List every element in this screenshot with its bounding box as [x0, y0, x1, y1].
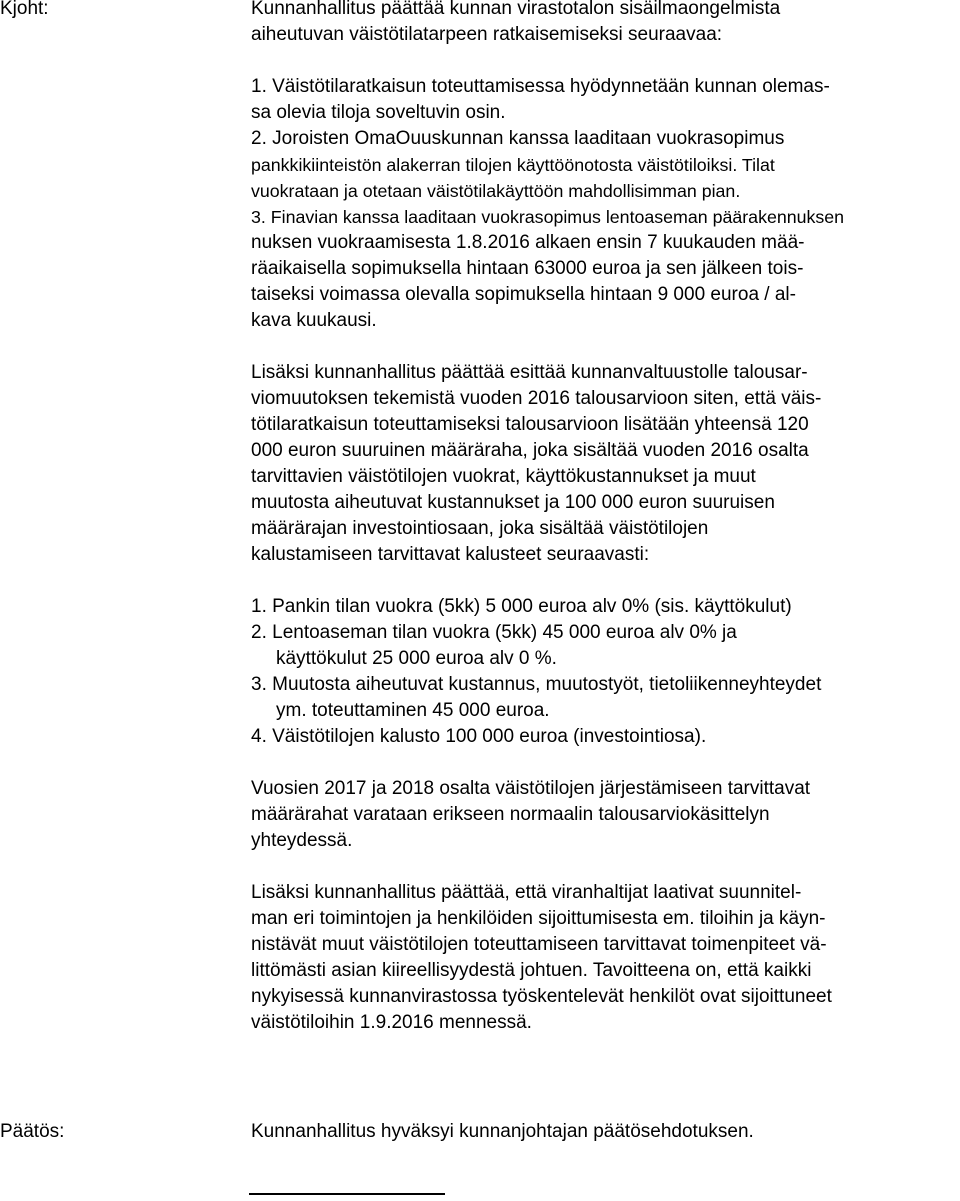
proposal-text	[251, 0, 960, 1036]
list-item: 2. Lentoaseman tilan vuokra (5kk) 45 000 euroa alv 0% ja	[251, 622, 737, 643]
paatos-label: Päätös:	[0, 1121, 65, 1142]
text-line: Kunnanhallitus päättää kunnan virastotalon sisäilmaongelmista	[251, 0, 781, 19]
text-line: 000 euron suuruinen määräraha, joka sisältää vuoden 2016 osalta	[251, 440, 809, 461]
list-item: vuokrataan ja otetaan väistötilakäyttöön mahdollisimman pian.	[251, 181, 741, 201]
text-line: nistävät muut väistötilojen toteuttamiseen tarvittavat toimenpiteet vä-	[251, 934, 827, 955]
list-item: räaikaisella sopimuksella hintaan 63000 euroa ja sen jälkeen tois-	[251, 258, 804, 279]
list-item: nuksen vuokraamisesta 1.8.2016 alkaen ensin 7 kuukauden mää-	[251, 232, 805, 253]
text-line: määrärajan investointiosaan, joka sisältää väistötilojen	[251, 518, 709, 539]
list-item-continuation: käyttökulut 25 000 euroa alv 0 %.	[276, 648, 557, 669]
list-item: kava kuukausi.	[251, 310, 377, 331]
text-line: väistötiloihin 1.9.2016 mennessä.	[251, 1012, 532, 1033]
list-item-continuation: ym. toteuttaminen 45 000 euroa.	[276, 700, 550, 721]
text-line: muutosta aiheutuvat kustannukset ja 100 000 euron suuruisen	[251, 492, 775, 513]
list-item: taiseksi voimassa olevalla sopimuksella hintaan 9 000 euroa / al-	[251, 284, 796, 305]
text-line: määrärahat varataan erikseen normaalin talousarviokäsittelyn	[251, 804, 770, 825]
text-line: man eri toimintojen ja henkilöiden sijoittumisesta em. tiloihin ja käyn-	[251, 908, 826, 929]
text-line: viomuutoksen tekemistä vuoden 2016 talousarvioon siten, että väis-	[251, 388, 822, 409]
numbered-list-costs	[251, 594, 960, 750]
list-item: 1. Väistötilaratkaisun toteuttamisessa hyödynnetään kunnan olemas-	[251, 76, 830, 97]
text-line: yhteydessä.	[251, 830, 353, 851]
intro-paragraph	[251, 0, 960, 48]
list-item: 3. Finavian kanssa laaditaan vuokrasopimus lentoaseman päärakennuksen	[251, 207, 845, 227]
text-line: aiheutuvan väistötilatarpeen ratkaisemiseksi seuraavaa:	[251, 24, 723, 45]
decision-text	[251, 1119, 960, 1145]
budget-paragraph	[251, 360, 960, 568]
planning-paragraph	[251, 880, 960, 1036]
decision-line: Kunnanhallitus hyväksyi kunnanjohtajan päätösehdotuksen.	[251, 1121, 754, 1142]
numbered-list-decisions	[251, 74, 960, 334]
future-years-paragraph	[251, 776, 960, 854]
list-item: sa olevia tiloja soveltuvin osin.	[251, 102, 506, 123]
text-line: Lisäksi kunnanhallitus päättää, että viranhaltijat laativat suunnitel-	[251, 882, 802, 903]
text-line: Lisäksi kunnanhallitus päättää esittää kunnanvaltuustolle talousar-	[251, 362, 808, 383]
text-line: tarvittavien väistötilojen vuokrat, käyttökustannukset ja muut	[251, 466, 756, 487]
list-item: 1. Pankin tilan vuokra (5kk) 5 000 euroa alv 0% (sis. käyttökulut)	[251, 596, 792, 617]
list-item: 2. Joroisten OmaOuuskunnan kanssa laaditaan vuokrasopimus	[251, 128, 785, 149]
text-line: littömästi asian kiireellisyydestä johtuen. Tavoitteena on, että kaikki	[251, 960, 812, 981]
signature-line	[249, 1193, 445, 1195]
list-item: 3. Muutosta aiheutuvat kustannus, muutostyöt, tietoliikenneyhteydet	[251, 674, 822, 695]
list-item: 4. Väistötilojen kalusto 100 000 euroa (investointiosa).	[251, 726, 707, 747]
list-item: pankkikiinteistön alakerran tilojen käyttöönotosta väistötiloiksi. Tilat	[251, 155, 775, 175]
text-line: tötilaratkaisun toteuttamiseksi talousarvioon lisätään yhteensä 120	[251, 414, 809, 435]
text-line: nykyisessä kunnanvirastossa työskentelevät henkilöt ovat sijoittuneet	[251, 986, 832, 1007]
text-line: Vuosien 2017 ja 2018 osalta väistötilojen järjestämiseen tarvittavat	[251, 778, 811, 799]
kjoht-label: Kjoht:	[0, 0, 49, 19]
text-line: kalustamiseen tarvittavat kalusteet seuraavasti:	[251, 544, 650, 565]
